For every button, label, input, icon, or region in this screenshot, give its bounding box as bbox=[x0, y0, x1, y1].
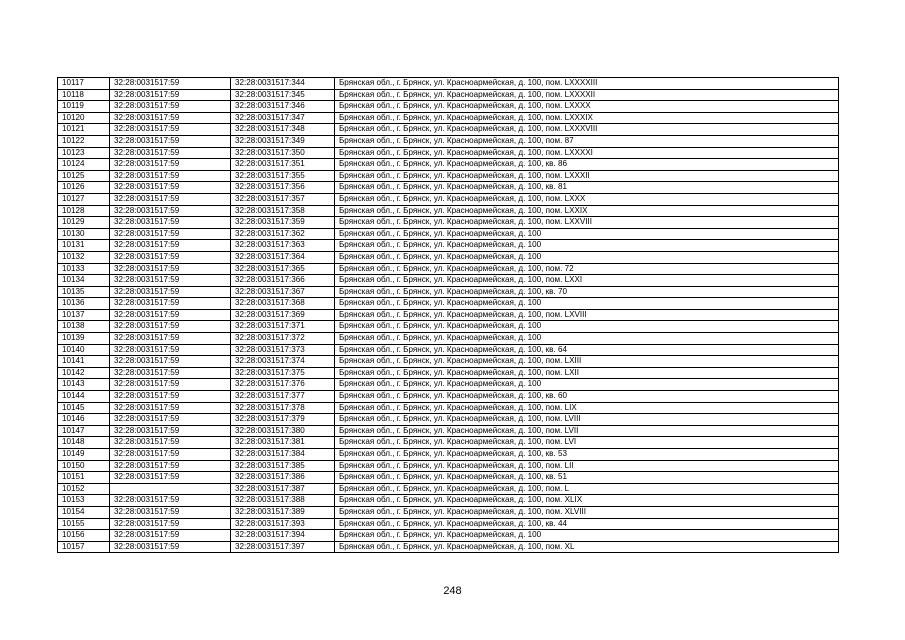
parent-cadastral-cell: 32:28:0031517:59 bbox=[110, 321, 231, 333]
parent-cadastral-cell: 32:28:0031517:59 bbox=[110, 356, 231, 368]
address-cell: Брянская обл., г. Брянск, ул. Красноармейская, д. 100, пом. XLIX bbox=[335, 495, 839, 507]
parent-cadastral-cell: 32:28:0031517:59 bbox=[110, 205, 231, 217]
address-cell: Брянская обл., г. Брянск, ул. Красноармейская, д. 100, пом. LXXXIX bbox=[335, 112, 839, 124]
parent-cadastral-cell: 32:28:0031517:59 bbox=[110, 89, 231, 101]
table-row bbox=[58, 182, 839, 194]
table-row bbox=[58, 437, 839, 449]
cadastral-number-cell: 32:28:0031517:345 bbox=[231, 89, 335, 101]
address-cell: Брянская обл., г. Брянск, ул. Красноармейская, д. 100, кв. 86 bbox=[335, 159, 839, 171]
parent-cadastral-cell: 32:28:0031517:59 bbox=[110, 170, 231, 182]
row-number-cell: 10123 bbox=[58, 147, 110, 159]
cadastral-number-cell: 32:28:0031517:347 bbox=[231, 112, 335, 124]
parent-cadastral-cell: 32:28:0031517:59 bbox=[110, 217, 231, 229]
row-number-cell: 10127 bbox=[58, 193, 110, 205]
address-cell: Брянская обл., г. Брянск, ул. Красноармейская, д. 100, пом. LXXXXIII bbox=[335, 78, 839, 90]
address-cell: Брянская обл., г. Брянск, ул. Красноармейская, д. 100, кв. 44 bbox=[335, 518, 839, 530]
parent-cadastral-cell: 32:28:0031517:59 bbox=[110, 309, 231, 321]
table-row bbox=[58, 402, 839, 414]
parent-cadastral-cell: 32:28:0031517:59 bbox=[110, 425, 231, 437]
cadastral-number-cell: 32:28:0031517:374 bbox=[231, 356, 335, 368]
cadastral-number-cell: 32:28:0031517:365 bbox=[231, 263, 335, 275]
address-cell: Брянская обл., г. Брянск, ул. Красноармейская, д. 100, кв. 64 bbox=[335, 344, 839, 356]
cadastral-number-cell: 32:28:0031517:348 bbox=[231, 124, 335, 136]
address-cell: Брянская обл., г. Брянск, ул. Красноармейская, д. 100, кв. 60 bbox=[335, 391, 839, 403]
parent-cadastral-cell: 32:28:0031517:59 bbox=[110, 541, 231, 553]
row-number-cell: 10134 bbox=[58, 275, 110, 287]
row-number-cell: 10122 bbox=[58, 135, 110, 147]
row-number-cell: 10135 bbox=[58, 286, 110, 298]
cadastral-number-cell: 32:28:0031517:387 bbox=[231, 483, 335, 495]
table-row bbox=[58, 275, 839, 287]
table-row bbox=[58, 286, 839, 298]
cadastral-number-cell: 32:28:0031517:351 bbox=[231, 159, 335, 171]
row-number-cell: 10117 bbox=[58, 78, 110, 90]
table-row bbox=[58, 112, 839, 124]
table-row bbox=[58, 414, 839, 426]
table-row bbox=[58, 193, 839, 205]
parent-cadastral-cell: 32:28:0031517:59 bbox=[110, 379, 231, 391]
parent-cadastral-cell: 32:28:0031517:59 bbox=[110, 286, 231, 298]
parent-cadastral-cell: 32:28:0031517:59 bbox=[110, 193, 231, 205]
cadastral-number-cell: 32:28:0031517:386 bbox=[231, 472, 335, 484]
address-cell: Брянская обл., г. Брянск, ул. Красноармейская, д. 100 bbox=[335, 240, 839, 252]
address-cell: Брянская обл., г. Брянск, ул. Красноармейская, д. 100, пом. LXXXXII bbox=[335, 89, 839, 101]
table-row bbox=[58, 240, 839, 252]
row-number-cell: 10142 bbox=[58, 367, 110, 379]
row-number-cell: 10155 bbox=[58, 518, 110, 530]
table-row bbox=[58, 309, 839, 321]
cadastral-number-cell: 32:28:0031517:356 bbox=[231, 182, 335, 194]
cadastral-number-cell: 32:28:0031517:379 bbox=[231, 414, 335, 426]
table-row bbox=[58, 147, 839, 159]
cadastral-table bbox=[57, 77, 839, 553]
cadastral-number-cell: 32:28:0031517:349 bbox=[231, 135, 335, 147]
table-row bbox=[58, 518, 839, 530]
address-cell: Брянская обл., г. Брянск, ул. Красноармейская, д. 100, пом. LIX bbox=[335, 402, 839, 414]
address-cell: Брянская обл., г. Брянск, ул. Красноармейская, д. 100, кв. 81 bbox=[335, 182, 839, 194]
table-row bbox=[58, 217, 839, 229]
row-number-cell: 10143 bbox=[58, 379, 110, 391]
table-row bbox=[58, 344, 839, 356]
parent-cadastral-cell: 32:28:0031517:59 bbox=[110, 275, 231, 287]
table-row bbox=[58, 460, 839, 472]
row-number-cell: 10120 bbox=[58, 112, 110, 124]
row-number-cell: 10128 bbox=[58, 205, 110, 217]
row-number-cell: 10119 bbox=[58, 101, 110, 113]
parent-cadastral-cell: 32:28:0031517:59 bbox=[110, 472, 231, 484]
cadastral-number-cell: 32:28:0031517:388 bbox=[231, 495, 335, 507]
cadastral-number-cell: 32:28:0031517:355 bbox=[231, 170, 335, 182]
cadastral-number-cell: 32:28:0031517:357 bbox=[231, 193, 335, 205]
row-number-cell: 10136 bbox=[58, 298, 110, 310]
cadastral-number-cell: 32:28:0031517:358 bbox=[231, 205, 335, 217]
parent-cadastral-cell: 32:28:0031517:59 bbox=[110, 112, 231, 124]
table-row bbox=[58, 135, 839, 147]
cadastral-number-cell: 32:28:0031517:389 bbox=[231, 506, 335, 518]
cadastral-number-cell: 32:28:0031517:384 bbox=[231, 449, 335, 461]
table-row bbox=[58, 78, 839, 90]
cadastral-number-cell: 32:28:0031517:350 bbox=[231, 147, 335, 159]
table-body bbox=[58, 78, 839, 553]
row-number-cell: 10132 bbox=[58, 251, 110, 263]
address-cell: Брянская обл., г. Брянск, ул. Красноармейская, д. 100, пом. 72 bbox=[335, 263, 839, 275]
parent-cadastral-cell: 32:28:0031517:59 bbox=[110, 298, 231, 310]
cadastral-number-cell: 32:28:0031517:393 bbox=[231, 518, 335, 530]
row-number-cell: 10154 bbox=[58, 506, 110, 518]
row-number-cell: 10137 bbox=[58, 309, 110, 321]
row-number-cell: 10124 bbox=[58, 159, 110, 171]
table-row bbox=[58, 379, 839, 391]
cadastral-number-cell: 32:28:0031517:344 bbox=[231, 78, 335, 90]
cadastral-number-cell: 32:28:0031517:376 bbox=[231, 379, 335, 391]
row-number-cell: 10147 bbox=[58, 425, 110, 437]
table-row bbox=[58, 124, 839, 136]
row-number-cell: 10144 bbox=[58, 391, 110, 403]
address-cell: Брянская обл., г. Брянск, ул. Красноармейская, д. 100 bbox=[335, 530, 839, 542]
address-cell: Брянская обл., г. Брянск, ул. Красноармейская, д. 100, пом. LXXXVIII bbox=[335, 124, 839, 136]
table-row bbox=[58, 321, 839, 333]
table-row bbox=[58, 101, 839, 113]
parent-cadastral-cell: 32:28:0031517:59 bbox=[110, 506, 231, 518]
address-cell: Брянская обл., г. Брянск, ул. Красноармейская, д. 100, пом. LII bbox=[335, 460, 839, 472]
cadastral-number-cell: 32:28:0031517:366 bbox=[231, 275, 335, 287]
table-row bbox=[58, 495, 839, 507]
row-number-cell: 10145 bbox=[58, 402, 110, 414]
page-number: 248 bbox=[443, 585, 462, 597]
parent-cadastral-cell bbox=[110, 483, 231, 495]
address-cell: Брянская обл., г. Брянск, ул. Красноармейская, д. 100, кв. 70 bbox=[335, 286, 839, 298]
row-number-cell: 10157 bbox=[58, 541, 110, 553]
row-number-cell: 10125 bbox=[58, 170, 110, 182]
table-row bbox=[58, 472, 839, 484]
parent-cadastral-cell: 32:28:0031517:59 bbox=[110, 159, 231, 171]
parent-cadastral-cell: 32:28:0031517:59 bbox=[110, 78, 231, 90]
address-cell: Брянская обл., г. Брянск, ул. Красноармейская, д. 100, пом. LVII bbox=[335, 425, 839, 437]
address-cell: Брянская обл., г. Брянск, ул. Красноармейская, д. 100 bbox=[335, 251, 839, 263]
row-number-cell: 10130 bbox=[58, 228, 110, 240]
cadastral-number-cell: 32:28:0031517:368 bbox=[231, 298, 335, 310]
address-cell: Брянская обл., г. Брянск, ул. Красноармейская, д. 100, пом. LXXIX bbox=[335, 205, 839, 217]
row-number-cell: 10133 bbox=[58, 263, 110, 275]
cadastral-number-cell: 32:28:0031517:372 bbox=[231, 333, 335, 345]
table-row bbox=[58, 483, 839, 495]
cadastral-number-cell: 32:28:0031517:385 bbox=[231, 460, 335, 472]
parent-cadastral-cell: 32:28:0031517:59 bbox=[110, 414, 231, 426]
row-number-cell: 10121 bbox=[58, 124, 110, 136]
address-cell: Брянская обл., г. Брянск, ул. Красноармейская, д. 100, пом. LVIII bbox=[335, 414, 839, 426]
address-cell: Брянская обл., г. Брянск, ул. Красноармейская, д. 100, кв. 53 bbox=[335, 449, 839, 461]
table-row bbox=[58, 541, 839, 553]
table-row bbox=[58, 263, 839, 275]
parent-cadastral-cell: 32:28:0031517:59 bbox=[110, 135, 231, 147]
table-row bbox=[58, 298, 839, 310]
parent-cadastral-cell: 32:28:0031517:59 bbox=[110, 518, 231, 530]
address-cell: Брянская обл., г. Брянск, ул. Красноармейская, д. 100, пом. LXXI bbox=[335, 275, 839, 287]
address-cell: Брянская обл., г. Брянск, ул. Красноармейская, д. 100, пом. LXXXXI bbox=[335, 147, 839, 159]
table-row bbox=[58, 333, 839, 345]
cadastral-number-cell: 32:28:0031517:359 bbox=[231, 217, 335, 229]
parent-cadastral-cell: 32:28:0031517:59 bbox=[110, 240, 231, 252]
address-cell: Брянская обл., г. Брянск, ул. Красноармейская, д. 100, пом. 87 bbox=[335, 135, 839, 147]
parent-cadastral-cell: 32:28:0031517:59 bbox=[110, 391, 231, 403]
cadastral-number-cell: 32:28:0031517:369 bbox=[231, 309, 335, 321]
cadastral-number-cell: 32:28:0031517:397 bbox=[231, 541, 335, 553]
address-cell: Брянская обл., г. Брянск, ул. Красноармейская, д. 100 bbox=[335, 333, 839, 345]
row-number-cell: 10140 bbox=[58, 344, 110, 356]
row-number-cell: 10139 bbox=[58, 333, 110, 345]
row-number-cell: 10126 bbox=[58, 182, 110, 194]
cadastral-number-cell: 32:28:0031517:367 bbox=[231, 286, 335, 298]
row-number-cell: 10149 bbox=[58, 449, 110, 461]
cadastral-number-cell: 32:28:0031517:380 bbox=[231, 425, 335, 437]
address-cell: Брянская обл., г. Брянск, ул. Красноармейская, д. 100 bbox=[335, 321, 839, 333]
table-row bbox=[58, 159, 839, 171]
cadastral-number-cell: 32:28:0031517:346 bbox=[231, 101, 335, 113]
parent-cadastral-cell: 32:28:0031517:59 bbox=[110, 460, 231, 472]
table-row bbox=[58, 506, 839, 518]
cadastral-number-cell: 32:28:0031517:373 bbox=[231, 344, 335, 356]
parent-cadastral-cell: 32:28:0031517:59 bbox=[110, 182, 231, 194]
row-number-cell: 10146 bbox=[58, 414, 110, 426]
address-cell: Брянская обл., г. Брянск, ул. Красноармейская, д. 100, пом. LXXVIII bbox=[335, 217, 839, 229]
address-cell: Брянская обл., г. Брянск, ул. Красноармейская, д. 100, кв. 51 bbox=[335, 472, 839, 484]
parent-cadastral-cell: 32:28:0031517:59 bbox=[110, 530, 231, 542]
table-row bbox=[58, 356, 839, 368]
cadastral-number-cell: 32:28:0031517:362 bbox=[231, 228, 335, 240]
parent-cadastral-cell: 32:28:0031517:59 bbox=[110, 228, 231, 240]
address-cell: Брянская обл., г. Брянск, ул. Красноармейская, д. 100, пом. LXIII bbox=[335, 356, 839, 368]
cadastral-number-cell: 32:28:0031517:364 bbox=[231, 251, 335, 263]
address-cell: Брянская обл., г. Брянск, ул. Красноармейская, д. 100, пом. LVI bbox=[335, 437, 839, 449]
parent-cadastral-cell: 32:28:0031517:59 bbox=[110, 147, 231, 159]
cadastral-number-cell: 32:28:0031517:378 bbox=[231, 402, 335, 414]
row-number-cell: 10152 bbox=[58, 483, 110, 495]
address-cell: Брянская обл., г. Брянск, ул. Красноармейская, д. 100, пом. LXVIII bbox=[335, 309, 839, 321]
parent-cadastral-cell: 32:28:0031517:59 bbox=[110, 344, 231, 356]
row-number-cell: 10153 bbox=[58, 495, 110, 507]
table-row bbox=[58, 367, 839, 379]
parent-cadastral-cell: 32:28:0031517:59 bbox=[110, 437, 231, 449]
address-cell: Брянская обл., г. Брянск, ул. Красноармейская, д. 100, пом. LXXX bbox=[335, 193, 839, 205]
address-cell: Брянская обл., г. Брянск, ул. Красноармейская, д. 100, пом. LXXXII bbox=[335, 170, 839, 182]
row-number-cell: 10150 bbox=[58, 460, 110, 472]
parent-cadastral-cell: 32:28:0031517:59 bbox=[110, 333, 231, 345]
parent-cadastral-cell: 32:28:0031517:59 bbox=[110, 101, 231, 113]
address-cell: Брянская обл., г. Брянск, ул. Красноармейская, д. 100 bbox=[335, 298, 839, 310]
address-cell: Брянская обл., г. Брянск, ул. Красноармейская, д. 100, пом. XL bbox=[335, 541, 839, 553]
table-row bbox=[58, 530, 839, 542]
row-number-cell: 10148 bbox=[58, 437, 110, 449]
cadastral-number-cell: 32:28:0031517:394 bbox=[231, 530, 335, 542]
cadastral-number-cell: 32:28:0031517:381 bbox=[231, 437, 335, 449]
table-row bbox=[58, 449, 839, 461]
address-cell: Брянская обл., г. Брянск, ул. Красноармейская, д. 100, пом. L bbox=[335, 483, 839, 495]
address-cell: Брянская обл., г. Брянск, ул. Красноармейская, д. 100, пом. XLVIII bbox=[335, 506, 839, 518]
address-cell: Брянская обл., г. Брянск, ул. Красноармейская, д. 100, пом. LXXXX bbox=[335, 101, 839, 113]
parent-cadastral-cell: 32:28:0031517:59 bbox=[110, 495, 231, 507]
table-row bbox=[58, 228, 839, 240]
table-row bbox=[58, 170, 839, 182]
address-cell: Брянская обл., г. Брянск, ул. Красноармейская, д. 100 bbox=[335, 379, 839, 391]
cadastral-number-cell: 32:28:0031517:377 bbox=[231, 391, 335, 403]
row-number-cell: 10131 bbox=[58, 240, 110, 252]
row-number-cell: 10151 bbox=[58, 472, 110, 484]
parent-cadastral-cell: 32:28:0031517:59 bbox=[110, 367, 231, 379]
parent-cadastral-cell: 32:28:0031517:59 bbox=[110, 263, 231, 275]
row-number-cell: 10156 bbox=[58, 530, 110, 542]
parent-cadastral-cell: 32:28:0031517:59 bbox=[110, 449, 231, 461]
table-row bbox=[58, 205, 839, 217]
table-row bbox=[58, 425, 839, 437]
table-row bbox=[58, 391, 839, 403]
row-number-cell: 10118 bbox=[58, 89, 110, 101]
table-row bbox=[58, 251, 839, 263]
cadastral-number-cell: 32:28:0031517:375 bbox=[231, 367, 335, 379]
cadastral-number-cell: 32:28:0031517:363 bbox=[231, 240, 335, 252]
table-row bbox=[58, 89, 839, 101]
parent-cadastral-cell: 32:28:0031517:59 bbox=[110, 124, 231, 136]
cadastral-number-cell: 32:28:0031517:371 bbox=[231, 321, 335, 333]
address-cell: Брянская обл., г. Брянск, ул. Красноармейская, д. 100 bbox=[335, 228, 839, 240]
parent-cadastral-cell: 32:28:0031517:59 bbox=[110, 251, 231, 263]
row-number-cell: 10129 bbox=[58, 217, 110, 229]
address-cell: Брянская обл., г. Брянск, ул. Красноармейская, д. 100, пом. LXII bbox=[335, 367, 839, 379]
row-number-cell: 10141 bbox=[58, 356, 110, 368]
row-number-cell: 10138 bbox=[58, 321, 110, 333]
parent-cadastral-cell: 32:28:0031517:59 bbox=[110, 402, 231, 414]
